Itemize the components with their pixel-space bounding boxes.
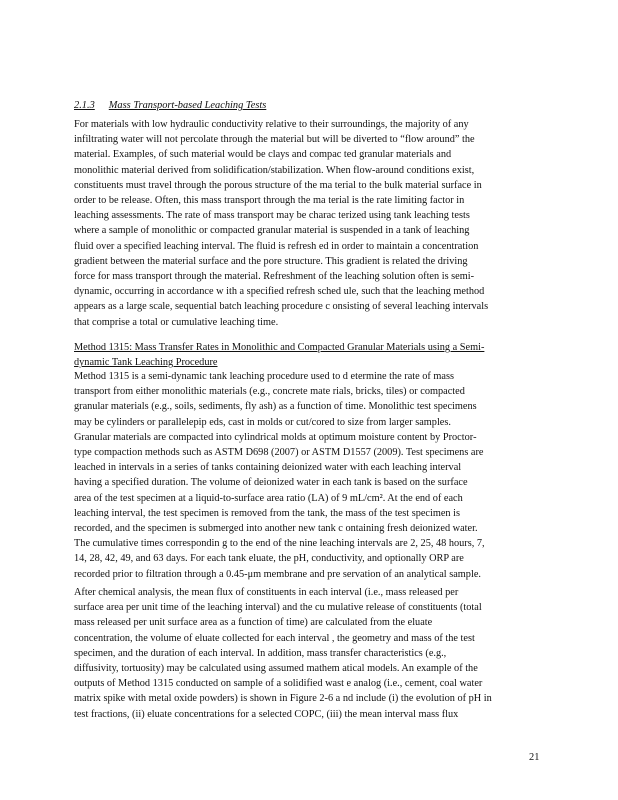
text-line: dynamic, occurring in accordance w ith a specified refresh sched ule, such that the leaching method bbox=[74, 286, 485, 298]
text-line: For materials with low hydraulic conductivity relative to their surroundings, the majority of any bbox=[74, 119, 469, 130]
text-line: force for mass transport through the material. Refreshment of the leaching solution often is semi‐ bbox=[74, 271, 475, 283]
text-line: fluid over a specified leaching interval. The fluid is refresh ed in order to maintain a concentration bbox=[74, 240, 479, 252]
text-line: recorded, and the specimen is submerged into another new tank c ontaining fresh deionized water. bbox=[74, 523, 478, 535]
text-line: material. Examples, of such material would be clays and compac ted granular materials and bbox=[74, 149, 452, 161]
text-line: dynamic Tank Leaching Procedure bbox=[74, 357, 218, 369]
text-line: outputs of Method 1315 conducted on sample of a solidified wast e analog (i.e., cement, coal water bbox=[74, 678, 483, 690]
text-line: surface area per unit time of the leaching interval) and the cu mulative release of constituents (total bbox=[74, 602, 482, 614]
text-line: 14, 28, 42, 49, and 63 days. For each tank eluate, the pH, conductivity, and optionally ORP are bbox=[74, 553, 464, 565]
text-line: diffusivity, tortuosity) may be calculated using assumed mathem atical models. An example of the bbox=[74, 663, 478, 675]
text-line: monolithic material derived from solidification/stabilization. When flow‐around conditions exist, bbox=[74, 164, 475, 176]
text-line: granular materials (e.g., soils, sediments, fly ash) as a function of time. Monolithic test specimens bbox=[74, 401, 477, 413]
text-line: Granular materials are compacted into cylindrical molds at optimum moisture content by Proctor‐ bbox=[74, 431, 477, 443]
section-heading bbox=[74, 100, 266, 111]
text-line: having a specified duration. The volume of deionized water in each tank is based on the surface bbox=[74, 477, 468, 489]
text-line: appears as a large scale, sequential batch leaching procedure c onsisting of several leaching intervals bbox=[74, 301, 489, 313]
text-line: specimen, and the duration of each interval. In addition, mass transfer characteristics (e.g., bbox=[74, 647, 447, 659]
text-line: transport from either monolithic materials (e.g., concrete mate rials, bricks, tiles) or compacted bbox=[74, 386, 465, 398]
text-line: may be cylinders or parallelepip eds, cast in molds or cut/cored to size from larger samples. bbox=[74, 416, 451, 428]
text-line: The cumulative times correspondin g to the end of the nine leaching intervals are 2, 25, 48 hours, 7, bbox=[74, 538, 485, 550]
text-line: type compaction methods such as ASTM D698 (2007) or ASTM D1557 (2009). Test specimens are bbox=[74, 447, 484, 459]
text-line: Method 1315: Mass Transfer Rates in Monolithic and Compacted Granular Materials using a Semi‐ bbox=[74, 342, 485, 353]
method-1315-title bbox=[74, 340, 552, 370]
text-line: recorded prior to filtration through a 0.45‐μm membrane and pre servation of an analytical sample. bbox=[74, 568, 481, 580]
text-line: that comprise a total or cumulative leaching time. bbox=[74, 316, 279, 328]
paragraph-method-1315-description bbox=[74, 369, 552, 582]
text-line: mass released per unit surface area as a function of time) are calculated from the eluate bbox=[74, 617, 433, 629]
page-number: 21 bbox=[529, 752, 540, 763]
text-line: After chemical analysis, the mean flux of constituents in each interval (i.e., mass released per bbox=[74, 587, 459, 598]
text-line: Method 1315 is a semi‐dynamic tank leaching procedure used to d etermine the rate of mass bbox=[74, 371, 455, 382]
paragraph-method-1315-analysis bbox=[74, 585, 552, 722]
text-line: constituents must travel through the porous structure of the ma terial to the bulk material surface in bbox=[74, 179, 482, 191]
text-line: leaching assessments. The rate of mass transport may be charac terized using tank leaching tests bbox=[74, 210, 470, 222]
paragraph-mass-transport bbox=[74, 117, 552, 330]
text-line: infiltrating water will not percolate through the material but will be diverted to “flow around” the bbox=[74, 134, 475, 146]
text-line: test fractions, (ii) eluate concentrations for a selected COPC, (iii) the mean interval mass flux bbox=[74, 708, 459, 720]
text-line: where a sample of monolithic or compacted granular material is suspended in a tank of leaching bbox=[74, 225, 470, 237]
text-line: area of the test specimen at a liquid‐to‐surface area ratio (LA) of 9 mL/cm². At the end of each bbox=[74, 492, 463, 504]
text-line: matrix spike with metal oxide powders) is shown in Figure 2‐6 a nd include (i) the evolution of pH in bbox=[74, 693, 492, 705]
text-line: leached in intervals in a series of tanks containing deionized water with each leaching interval bbox=[74, 462, 462, 474]
section-number: 2.1.3 bbox=[74, 100, 95, 111]
text-line: order to be release. Often, this mass transport through the ma terial is the rate limiting factor in bbox=[74, 195, 465, 207]
text-line: gradient between the material surface and the pore structure. This gradient is related the driving bbox=[74, 255, 468, 267]
text-line: leaching interval, the test specimen is removed from the tank, the mass of the test specimen is bbox=[74, 507, 461, 519]
section-title: Mass Transport‐based Leaching Tests bbox=[108, 100, 267, 111]
text-line: concentration, the volume of eluate collected for each interval , the geometry and mass of the test bbox=[74, 632, 475, 644]
